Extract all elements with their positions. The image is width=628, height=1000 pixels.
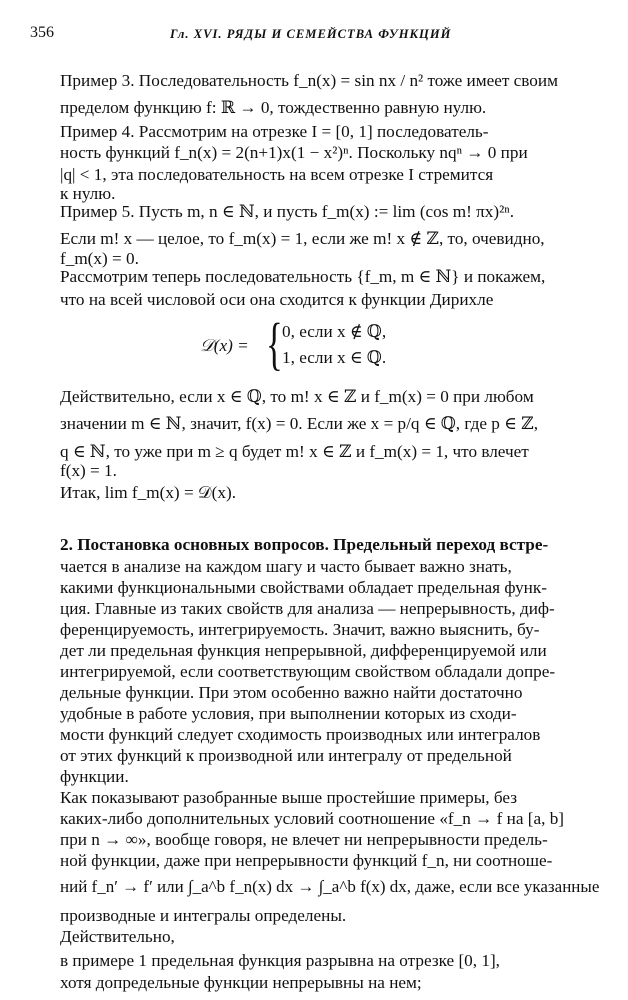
- text-line: удобные в работе условия, при выполнении которых из сходи-: [60, 704, 517, 723]
- text-line: f_m(x) = 0.: [60, 249, 139, 268]
- text-line: ний f_n′ → f′ или ∫_a^b f_n(x) dx → ∫_a^b f(x) dx, даже, если все указанные: [60, 877, 600, 896]
- text-line: |q| < 1, эта последовательность на всем отрезке I стремится: [60, 165, 494, 184]
- section-start-line: 2. Постановка основных вопросов. Предельный переход встре-: [60, 535, 549, 554]
- text-line: к нулю.: [60, 184, 116, 203]
- text-line: ность функций f_n(x) = 2(n+1)x(1 − x²)ⁿ. Поскольку nqⁿ → 0 при: [60, 143, 528, 162]
- text-line: Как показывают разобранные выше простейшие примеры, без: [60, 788, 517, 807]
- text-line: ной функции, даже при непрерывности функций f_n, ни соотноше-: [60, 851, 553, 870]
- text-line: пределом функцию f: ℝ → 0, тождественно равную нулю.: [60, 98, 487, 117]
- text-line: чается в анализе на каждом шагу и часто бывает важно знать,: [60, 557, 512, 576]
- text-line: Пример 3. Последовательность f_n(x) = sin nx / n² тоже имеет своим: [60, 71, 558, 90]
- brace-glyph: {: [266, 311, 283, 376]
- text-line: при n → ∞», вообще говоря, не влечет ни непрерывности предель-: [60, 830, 548, 849]
- text-line: Рассмотрим теперь последовательность {f_m, m ∈ ℕ} и покажем,: [60, 267, 546, 286]
- text-line: Пример 4. Рассмотрим на отрезке I = [0, 1] последователь-: [60, 122, 489, 141]
- text-line: Действительно,: [60, 927, 175, 946]
- text-line: Действительно, если x ∈ ℚ, то m! x ∈ ℤ и f_m(x) = 0 при любом: [60, 387, 534, 406]
- text-line: каких-либо дополнительных условий соотношение «f_n → f на [a, b]: [60, 809, 565, 828]
- text-line: ференцируемость, интегрируемость. Значит, важно выяснить, бу-: [60, 620, 540, 639]
- text-line: производные и интегралы определены.: [60, 906, 347, 925]
- text-line: Итак, lim f_m(x) = 𝒟(x).: [60, 483, 236, 502]
- text-line: f(x) = 1.: [60, 461, 117, 480]
- text-line: дет ли предельная функция непрерывной, дифференцируемой или: [60, 641, 547, 660]
- dirichlet-formula: [200, 311, 460, 376]
- text-line: Пример 5. Пусть m, n ∈ ℕ, и пусть f_m(x) := lim (cos m! πx)²ⁿ.: [60, 202, 514, 221]
- text-line: ция. Главные из таких свойств для анализа — непрерывность, диф-: [60, 599, 555, 618]
- running-head: Гл. XVI. РЯДЫ И СЕМЕЙСТВА ФУНКЦИЙ: [170, 27, 452, 41]
- text-line: Если m! x — целое, то f_m(x) = 1, если же m! x ∉ ℤ, то, очевидно,: [60, 229, 545, 248]
- text-line: какими функциональными свойствами обладает предельная функ-: [60, 578, 547, 597]
- page-number: 356: [30, 24, 54, 41]
- dirichlet-label: 𝒟(x) =: [200, 336, 249, 355]
- text-line: мости функций следует сходимость производных или интегралов: [60, 725, 541, 744]
- text-line: значении m ∈ ℕ, значит, f(x) = 0. Если же x = p/q ∈ ℚ, где p ∈ ℤ,: [60, 414, 539, 433]
- page-header: [0, 24, 628, 48]
- text-line: функции.: [60, 767, 129, 786]
- text-line: дельные функции. При этом особенно важно найти достаточно: [60, 683, 523, 702]
- text-line: от этих функций к производной или интегралу от предельной: [60, 746, 512, 765]
- text-line: в примере 1 предельная функция разрывна на отрезке [0, 1],: [60, 951, 500, 970]
- text-line: хотя допредельные функции непрерывны на нем;: [60, 973, 422, 992]
- text-line: что на всей числовой оси она сходится к функции Дирихле: [60, 290, 494, 309]
- text-line: q ∈ ℕ, то уже при m ≥ q будет m! x ∈ ℤ и f_m(x) = 1, что влечет: [60, 442, 529, 461]
- text-line: интегрируемой, если соответствующим свойством обладали допре-: [60, 662, 556, 681]
- case-rational: 1, если x ∈ ℚ.: [282, 348, 387, 367]
- case-irrational: 0, если x ∉ ℚ,: [282, 322, 387, 341]
